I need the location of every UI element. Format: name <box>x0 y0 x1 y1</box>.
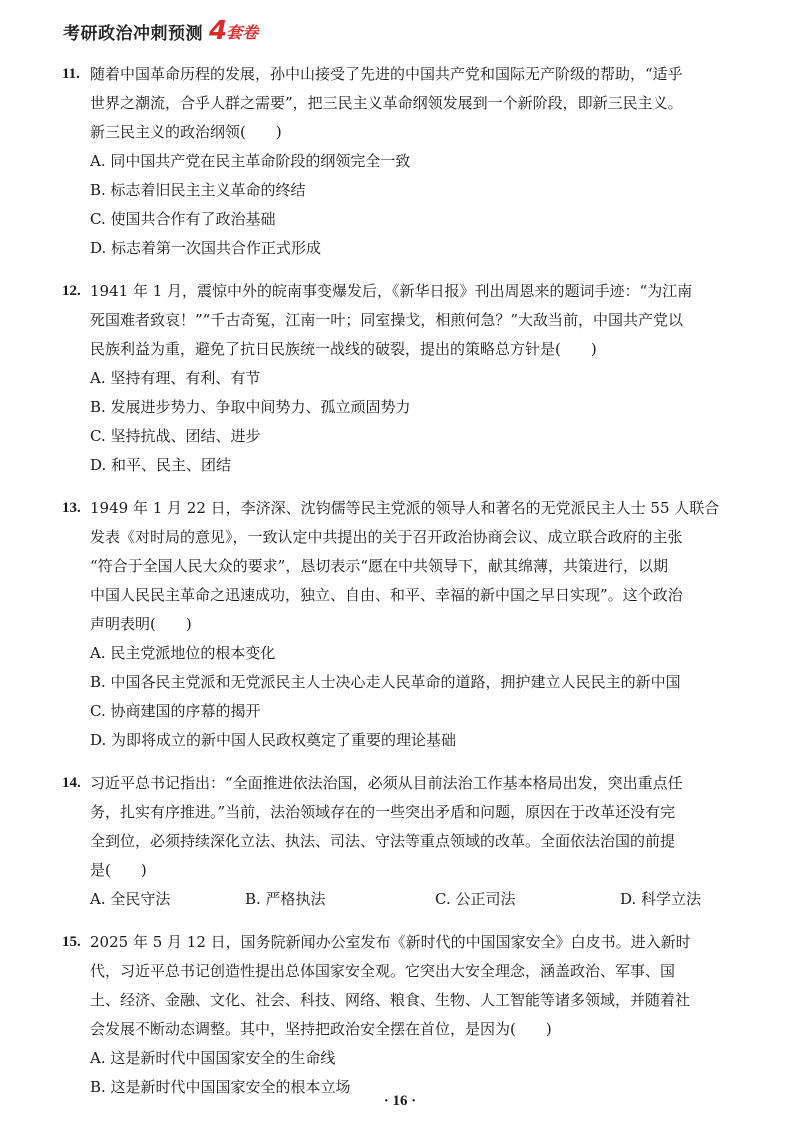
stem-line: 务，扎实有序推进。”当前，法治领域存在的一些突出矛盾和问题，原因在于改革还没有完 <box>90 803 676 821</box>
page-header <box>63 16 258 46</box>
brand-logo <box>209 16 258 46</box>
question-number: 11. <box>62 66 80 82</box>
stem-line: 声明表明( ) <box>90 615 192 633</box>
stem-line: 新三民主义的政治纲领( ) <box>90 123 282 141</box>
option-c[interactable]: C. 公正司法 <box>435 890 516 908</box>
question-number: 15. <box>62 934 81 950</box>
stem-line: 民族利益为重，避免了抗日民族统一战线的破裂，提出的策略总方针是( ) <box>90 340 597 358</box>
question-13 <box>62 494 738 755</box>
option-c[interactable]: C. 使国共合作有了政治基础 <box>90 210 276 228</box>
option-b[interactable]: B. 中国各民主党派和无党派民主人士决心走人民革命的道路，拥护建立人民民主的新中国 <box>90 673 681 691</box>
question-stem <box>90 769 738 885</box>
option-list <box>62 364 738 480</box>
question-11 <box>62 60 738 263</box>
stem-line: 死国难者致哀！”“千古奇冤，江南一叶；同室操戈，相煎何急？”大敌当前，中国共产党以 <box>90 311 684 329</box>
brand-logo-number: 4 <box>209 16 226 46</box>
question-number: 13. <box>62 500 81 516</box>
stem-line: 2025 年 5 月 12 日，国务院新闻办公室发布《新时代的中国国家安全》白皮书。进入新时 <box>90 933 691 951</box>
option-list <box>62 885 738 914</box>
option-b[interactable]: B. 标志着旧民主主义革命的终结 <box>90 181 306 199</box>
stem-line: 中国人民民主革命之迅速成功，独立、自由、和平、幸福的新中国之早日实现”。这个政治 <box>90 586 683 604</box>
option-a[interactable]: A. 全民守法 <box>90 890 171 908</box>
option-list <box>62 639 738 755</box>
option-c[interactable]: C. 坚持抗战、团结、进步 <box>90 427 261 445</box>
stem-line: 全到位，必须持续深化立法、执法、司法、守法等重点领域的改革。全面依法治国的前提 <box>90 832 676 850</box>
option-b[interactable]: B. 这是新时代中国国家安全的根本立场 <box>90 1078 351 1096</box>
stem-line: 是( ) <box>90 861 147 879</box>
stem-line: 发表《对时局的意见》，一致认定中共提出的关于召开政治协商会议、成立联合政府的主张 <box>90 528 683 546</box>
option-d[interactable]: D. 科学立法 <box>620 890 702 908</box>
brand-logo-text: 套卷 <box>226 22 259 42</box>
stem-line: 世界之潮流，合乎人群之需要”，把三民主义革命纲领发展到一个新阶段，即新三民主义。 <box>90 94 683 112</box>
question-number: 14. <box>62 775 81 791</box>
stem-line: “符合于全国人民大众的要求”，恳切表示“愿在中共领导下，献其绵薄，共策进行，以期 <box>90 557 669 575</box>
page-number: · 16 · <box>383 1093 417 1109</box>
question-stem <box>90 277 738 364</box>
option-a[interactable]: A. 坚持有理、有利、有节 <box>90 369 261 387</box>
question-stem <box>90 494 738 639</box>
question-12 <box>62 277 738 480</box>
header-title: 考研政治冲刺预测 <box>63 23 203 44</box>
option-a[interactable]: A. 这是新时代中国国家安全的生命线 <box>90 1049 336 1067</box>
option-a[interactable]: A. 民主党派地位的根本变化 <box>90 644 276 662</box>
stem-line: 代，习近平总书记创造性提出总体国家安全观。它突出大安全理念，涵盖政治、军事、国 <box>90 962 676 980</box>
option-c[interactable]: C. 协商建国的序幕的揭开 <box>90 702 261 720</box>
option-list <box>62 147 738 263</box>
question-stem <box>90 60 738 147</box>
stem-line: 随着中国革命历程的发展，孙中山接受了先进的中国共产党和国际无产阶级的帮助，“适乎 <box>90 65 683 83</box>
question-list <box>62 60 738 1116</box>
stem-line: 习近平总书记指出：“全面推进依法治国，必须从目前法治工作基本格局出发，突出重点任 <box>90 774 683 792</box>
question-number: 12. <box>62 283 81 299</box>
option-b[interactable]: B. 严格执法 <box>245 890 326 908</box>
option-a[interactable]: A. 同中国共产党在民主革命阶段的纲领完全一致 <box>90 152 411 170</box>
stem-line: 1941 年 1 月，震惊中外的皖南事变爆发后，《新华日报》刊出周恩来的题词手迹：“为江南 <box>90 282 693 300</box>
stem-line: 会发展不断动态调整。其中，坚持把政治安全摆在首位，是因为( ) <box>90 1020 552 1038</box>
question-stem <box>90 928 738 1044</box>
stem-line: 1949 年 1 月 22 日，李济深、沈钧儒等民主党派的领导人和著名的无党派民主人士 55 人联合 <box>90 499 720 517</box>
question-14 <box>62 769 738 914</box>
option-d[interactable]: D. 标志着第一次国共合作正式形成 <box>90 239 322 257</box>
option-d[interactable]: D. 为即将成立的新中国人民政权奠定了重要的理论基础 <box>90 731 457 749</box>
stem-line: 土、经济、金融、文化、社会、科技、网络、粮食、生物、人工智能等诸多领域，并随着社 <box>90 991 691 1009</box>
option-d[interactable]: D. 和平、民主、团结 <box>90 456 232 474</box>
option-b[interactable]: B. 发展进步势力、争取中间势力、孤立顽固势力 <box>90 398 411 416</box>
question-15 <box>62 928 738 1102</box>
